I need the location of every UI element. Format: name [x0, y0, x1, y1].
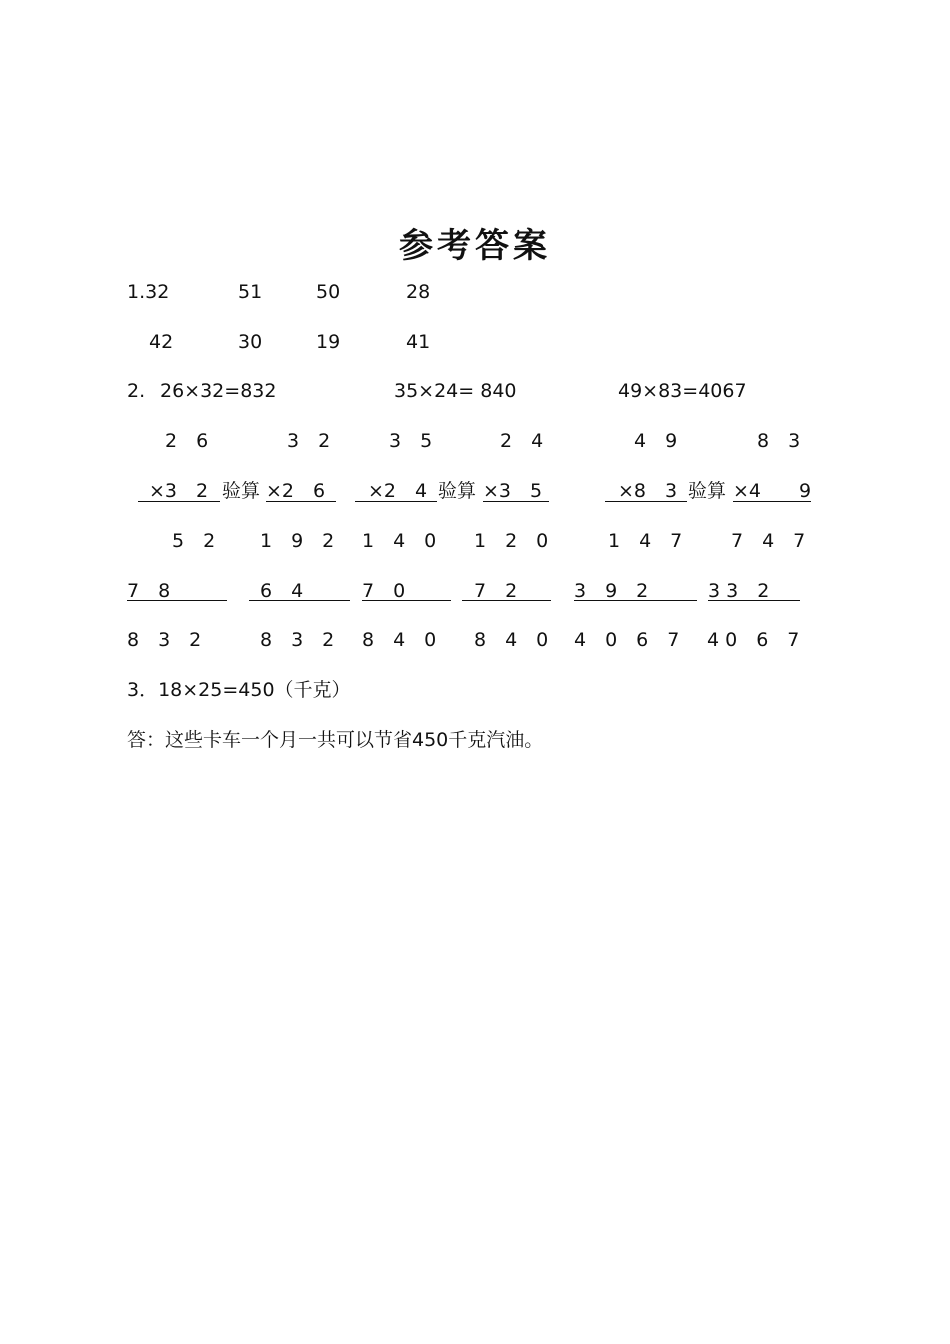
product: 4 0 6 7	[574, 629, 680, 651]
q2-label: 2.	[127, 380, 146, 402]
calc-underline	[266, 501, 336, 502]
calc-underline	[355, 501, 437, 502]
calc-underline	[605, 501, 687, 502]
q3-equation: 3．18×25=450（千克）	[127, 679, 351, 701]
calc-underline	[708, 600, 800, 601]
partial-product: 3 9 2	[574, 580, 649, 602]
product: 8 4 0	[362, 629, 437, 651]
multiplier: ×3 5	[483, 480, 543, 502]
q2-equation: 26×32=832	[160, 380, 277, 402]
partial-product: 3 3 2	[708, 580, 770, 602]
partial-product: 1 4 0	[362, 530, 437, 552]
partial-product: 7 4 7	[731, 530, 806, 552]
multiplier: ×3 2	[149, 480, 209, 502]
partial-product: 5 2	[172, 530, 216, 552]
partial-product: 1 2 0	[474, 530, 549, 552]
multiplier: ×8 3	[618, 480, 678, 502]
q1-answer: 42	[149, 331, 174, 353]
q1-answer: 1.32	[127, 281, 170, 303]
partial-product: 1 9 2	[260, 530, 335, 552]
calc-underline	[462, 600, 551, 601]
q1-answer: 51	[238, 281, 263, 303]
q3-answer-sentence: 答：这些卡车一个月一共可以节省450千克汽油。	[127, 729, 544, 751]
calc-underline	[362, 600, 451, 601]
verify-label: 验算	[438, 480, 477, 502]
partial-product: 7 2	[474, 580, 518, 602]
product: 4 0 6 7	[707, 629, 800, 651]
multiplicand: 8 3	[757, 430, 801, 452]
product: 8 4 0	[474, 629, 549, 651]
q1-answer: 19	[316, 331, 341, 353]
q1-answer: 41	[406, 331, 431, 353]
multiplicand: 3 2	[287, 430, 331, 452]
q2-equation: 49×83=4067	[618, 380, 747, 402]
page-title: 参考答案	[399, 226, 551, 266]
multiplier: ×4 9	[733, 480, 812, 502]
product: 8 3 2	[260, 629, 335, 651]
partial-product: 7 8	[127, 580, 171, 602]
multiplicand: 2 4	[500, 430, 544, 452]
partial-product: 6 4	[260, 580, 304, 602]
calc-underline	[138, 501, 220, 502]
partial-product: 1 4 7	[608, 530, 683, 552]
calc-underline	[249, 600, 350, 601]
multiplier: ×2 4	[368, 480, 428, 502]
q1-answer: 50	[316, 281, 341, 303]
verify-label: 验算	[222, 480, 261, 502]
calc-underline	[733, 501, 811, 502]
q2-equation: 35×24= 840	[394, 380, 517, 402]
multiplicand: 3 5	[389, 430, 433, 452]
calc-underline	[483, 501, 549, 502]
product: 8 3 2	[127, 629, 202, 651]
multiplicand: 4 9	[634, 430, 678, 452]
calc-underline	[574, 600, 697, 601]
q1-answer: 28	[406, 281, 431, 303]
multiplier: ×2 6	[266, 480, 326, 502]
q1-answer: 30	[238, 331, 263, 353]
multiplicand: 2 6	[165, 430, 209, 452]
partial-product: 7 0	[362, 580, 406, 602]
calc-underline	[127, 600, 227, 601]
verify-label: 验算	[688, 480, 727, 502]
